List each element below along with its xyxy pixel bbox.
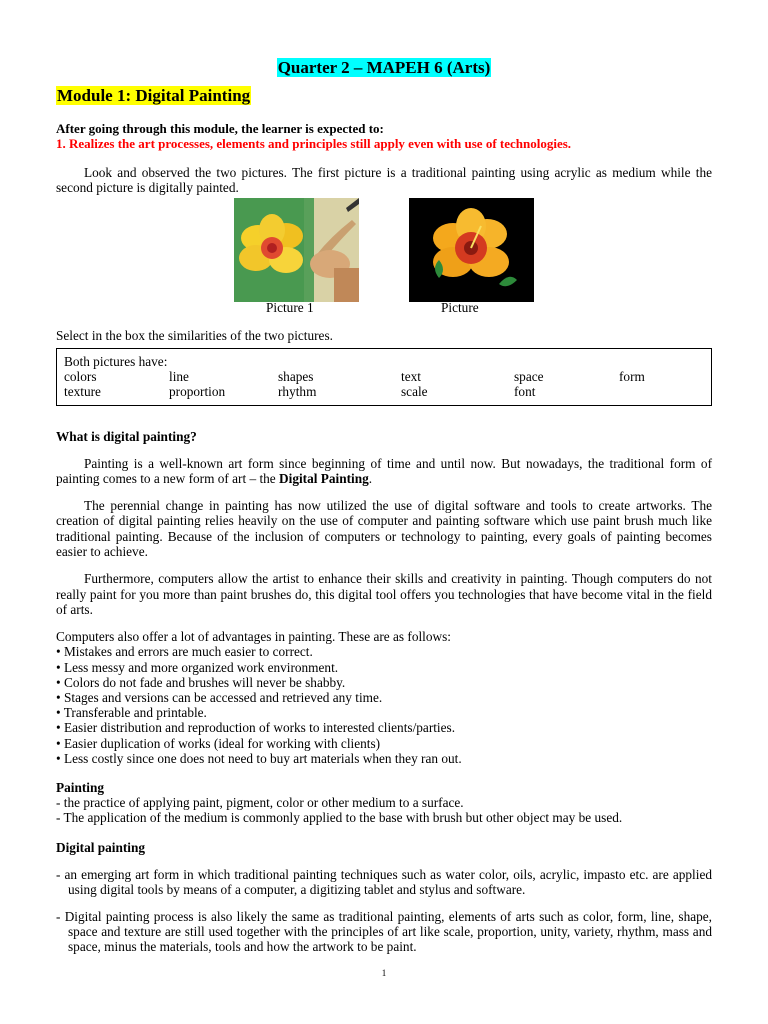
objective-item: 1. Realizes the art processes, elements and principles still apply even with use of technologies. [56,136,572,151]
select-instruction: Select in the box the similarities of the two pictures. [56,327,333,343]
painting-heading: Painting [56,780,105,796]
list-item: • Stages and versions can be accessed and retrieved any time. [56,690,383,706]
module-title: Module 1: Digital Painting [57,86,251,105]
list-item: • Easier distribution and reproduction of works to interested clients/parties. [56,720,456,736]
objectives-heading: After going through this module, the learner is expected to: [56,121,384,136]
what-is-heading: What is digital painting? [56,428,197,444]
intro-paragraph: Look and observed the two pictures. The first picture is a traditional painting using acrylic as medium while the second picture is digitally painted. [56,165,712,196]
list-item: • Less costly since one does not need to buy art materials when they ran out. [56,750,462,766]
option-word[interactable]: space [514,368,544,384]
similarities-row-2 [64,384,704,399]
what-is-paragraph-3: Furthermore, computers allow the artist to enhance their skills and creativity in painting. Though computers do not really paint for you more than paint brushes do, this digital tool offers you technologies that have become vital in the field of arts. [56,571,712,617]
digital-painting-heading: Digital painting [56,839,146,855]
option-word[interactable]: scale [401,383,428,399]
digital-painting-definition-list [56,867,712,955]
title-block [56,57,712,78]
option-word[interactable]: colors [64,368,97,384]
option-word[interactable]: font [514,383,536,399]
module-block [56,85,712,106]
similarities-row-1 [64,369,704,384]
option-word[interactable]: text [401,368,421,384]
advantages-list [56,629,712,766]
list-item: • Colors do not fade and brushes will never be shabby. [56,674,346,690]
similarities-heading: Both pictures have: [64,353,168,369]
list-item: - an emerging art form in which traditional painting techniques such as water color, oils, acrylic, impasto etc. are applied using digital tools by means of a computer, a digitizing tablet and stylus and software. [56,866,712,897]
option-word[interactable]: line [169,368,189,384]
page-title: Quarter 2 – MAPEH 6 (Arts) [277,58,491,77]
list-item: • Easier duplication of works (ideal for working with clients) [56,735,381,751]
option-word[interactable]: form [619,368,645,384]
picture-2-caption: Picture [441,299,479,315]
digital-painting-image [409,198,534,302]
pictures-row [56,196,712,320]
list-item: - Digital painting process is also likely the same as traditional painting, elements of arts such as color, form, line, shape, space and texture are still used together with the principles of art like scale, proportion, unity, variety, rhythm, mass and space, minus the materials, tools and how the artwork to be paint. [56,908,712,955]
traditional-painting-image [234,198,359,302]
picture-1-caption: Picture 1 [266,299,314,315]
advantages-intro: Computers also offer a lot of advantages in painting. These are as follows: [56,629,451,645]
page-number: 1 [381,968,387,978]
what-is-paragraph-2: The perennial change in painting has now utilized the use of digital software and tools to create artworks. The creation of digital painting relies heavily on the use of computer and painting software which use paint brush much like traditional painting. Because of the inclusion of computers or technology to painting, every goals of painting becomes easier to achieve. [56,498,712,560]
similarities-box [56,348,712,406]
list-item: • Mistakes and errors are much easier to correct. [56,644,313,660]
option-word[interactable]: proportion [169,383,226,399]
document-page [56,0,712,1024]
list-item: - The application of the medium is commonly applied to the base with brush but other object may be used. [56,810,623,826]
list-item: • Less messy and more organized work environment. [56,659,339,675]
option-word[interactable]: rhythm [278,383,317,399]
what-is-paragraph-1: Painting is a well-known art form since beginning of time and until now. But nowadays, the traditional form of painting comes to a new form of art – the Digital Painting. [56,455,712,486]
list-item: • Transferable and printable. [56,705,207,721]
option-word[interactable]: shapes [278,368,314,384]
list-item: - the practice of applying paint, pigment, color or other medium to a surface. [56,795,464,811]
painting-definition-list [56,795,712,825]
option-word[interactable]: texture [64,383,101,399]
